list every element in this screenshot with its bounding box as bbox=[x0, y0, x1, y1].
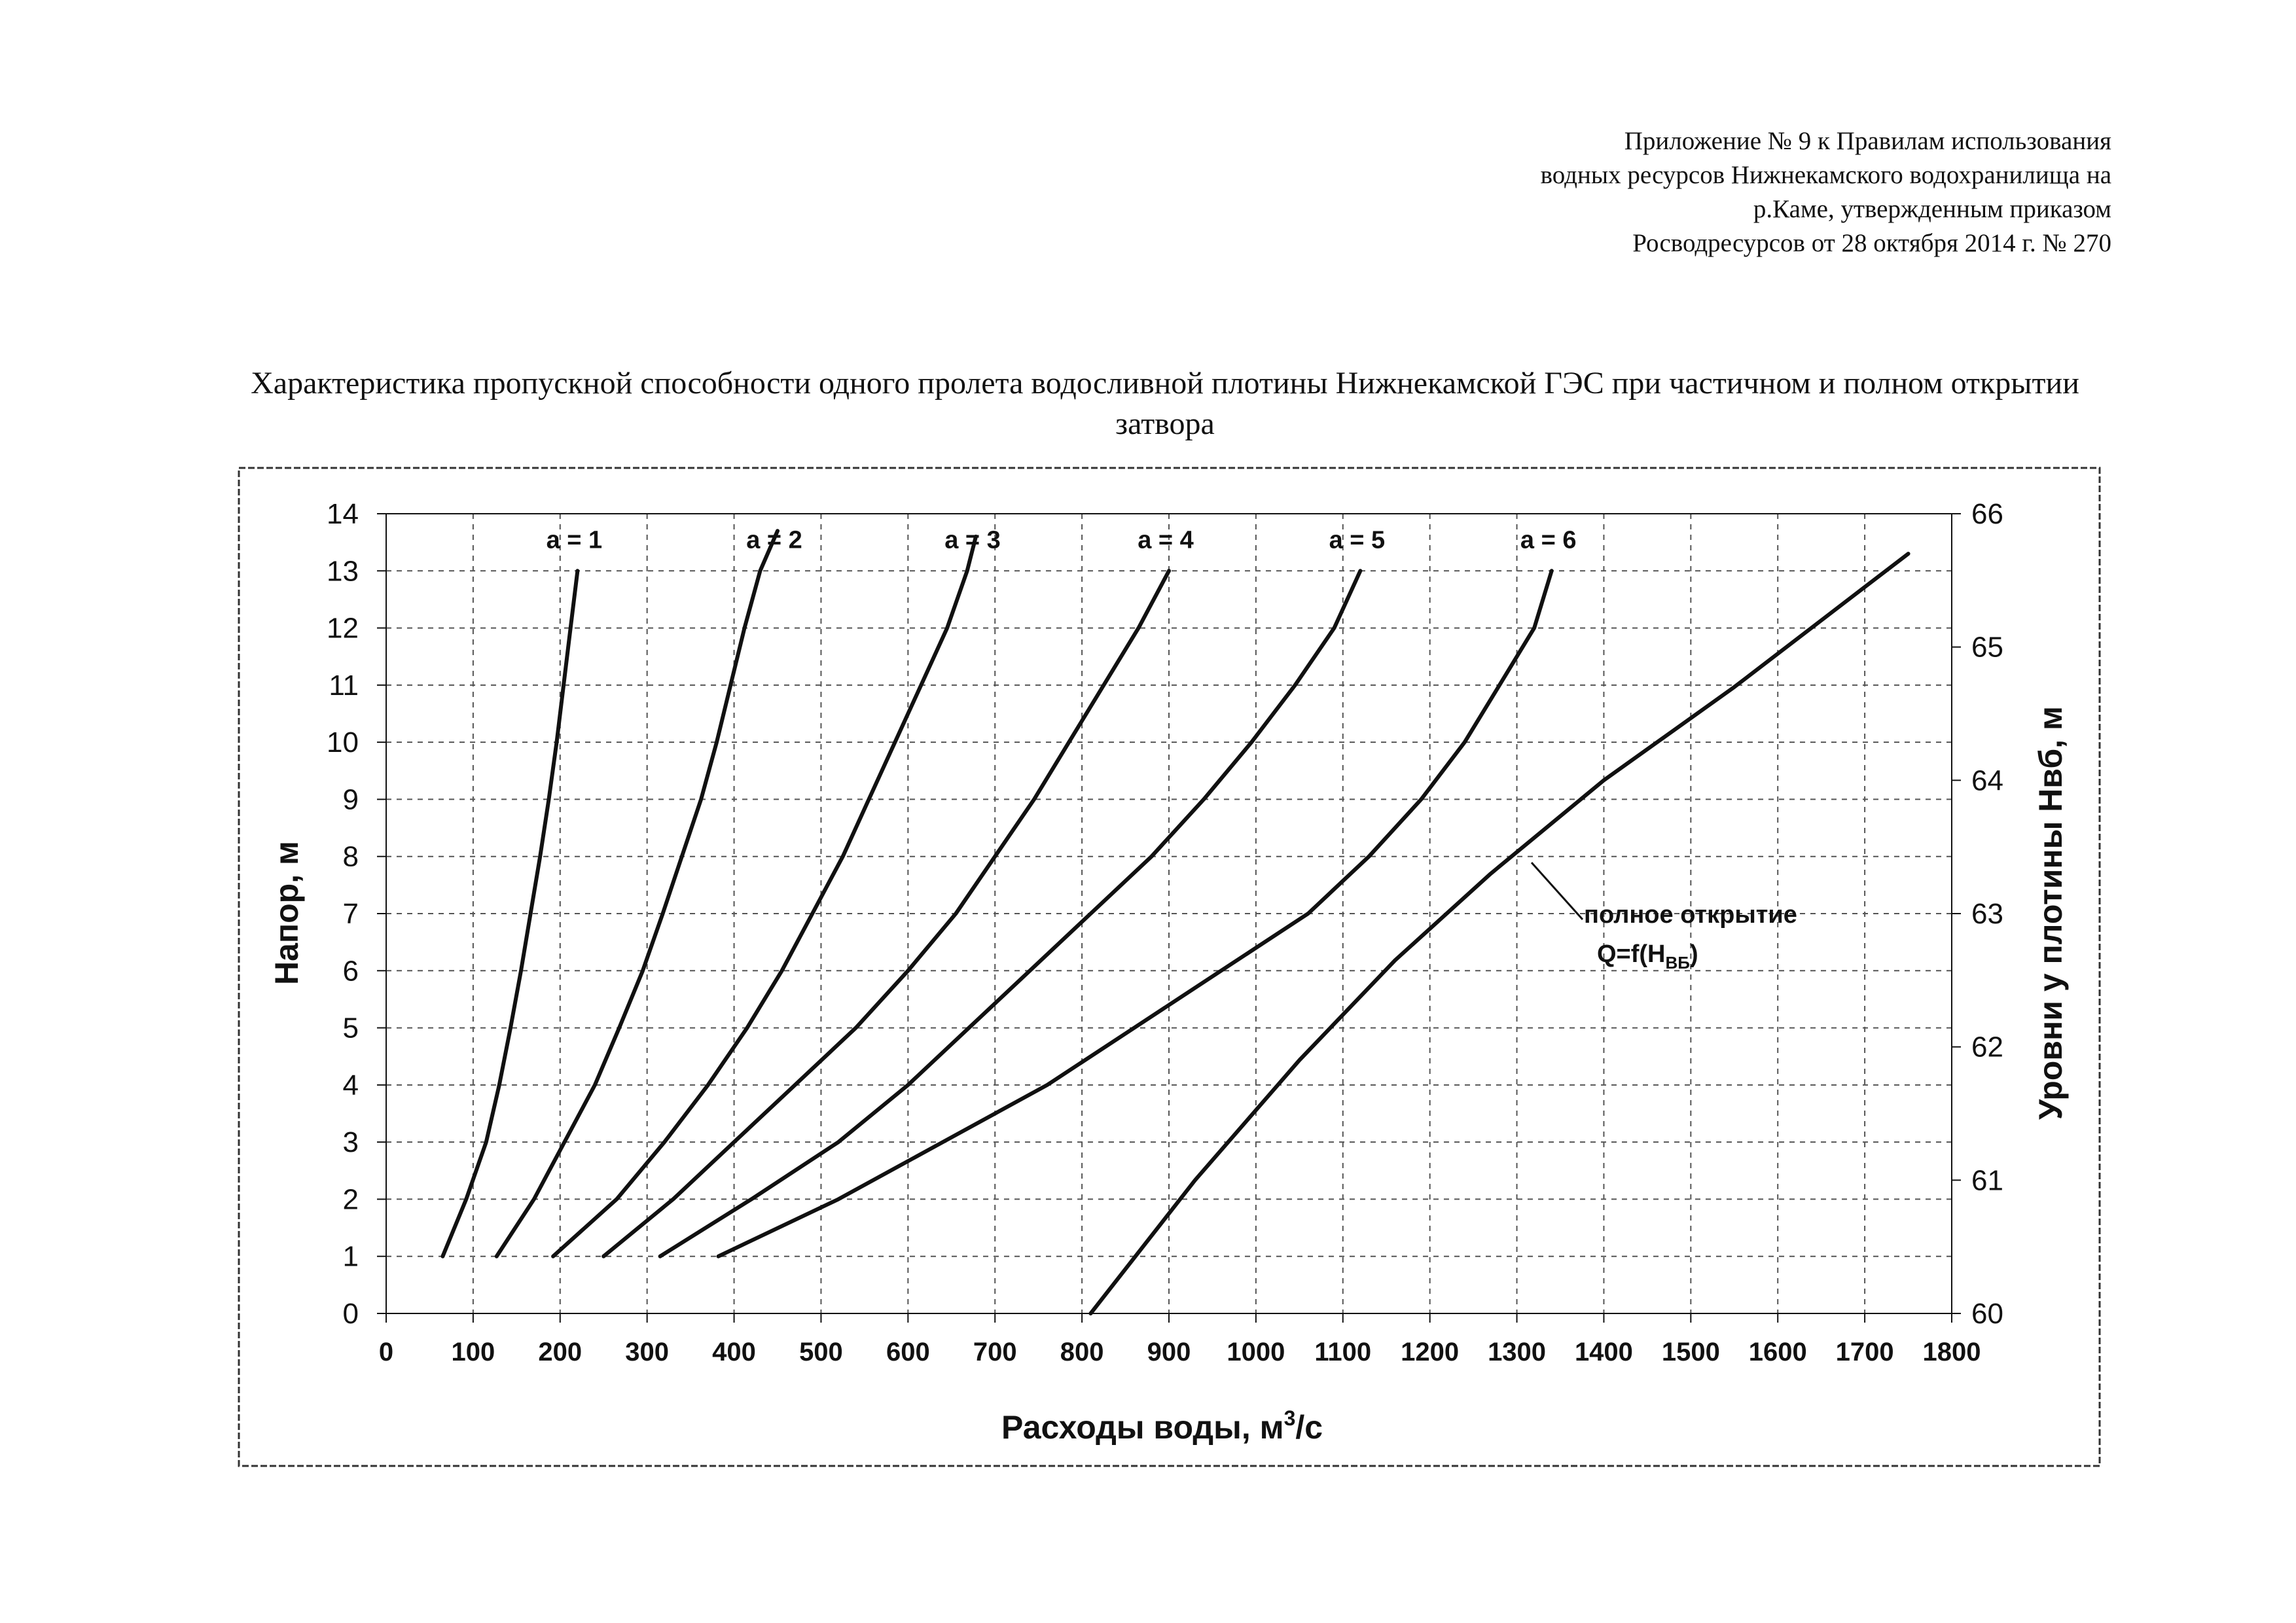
appendix-note-line-3: р.Каме, утвержденным приказом bbox=[1753, 195, 2111, 223]
y-left-tick-label: 2 bbox=[342, 1183, 359, 1216]
y-axis-left-title: Напор, м bbox=[268, 841, 305, 985]
y-left-tick-label: 1 bbox=[342, 1240, 359, 1273]
y-left-tick-label: 7 bbox=[342, 898, 359, 930]
series-label: a = 4 bbox=[1138, 526, 1194, 554]
y-left-tick-label: 5 bbox=[342, 1012, 359, 1044]
y-right-tick-label: 62 bbox=[1971, 1031, 2003, 1063]
x-tick-label: 0 bbox=[378, 1338, 394, 1366]
y-left-tick-label: 11 bbox=[329, 669, 359, 702]
appendix-note-line-4: Росводресурсов от 28 октября 2014 г. № 270 bbox=[1632, 229, 2111, 257]
x-tick-label: 900 bbox=[1147, 1338, 1191, 1366]
y-right-tick-label: 64 bbox=[1971, 764, 2003, 797]
y-left-tick-label: 6 bbox=[342, 955, 359, 988]
y-right-tick-label: 65 bbox=[1971, 631, 2003, 664]
y-left-tick-label: 10 bbox=[327, 726, 359, 759]
y-left-tick-label: 8 bbox=[342, 840, 359, 873]
y-left-tick-label: 0 bbox=[342, 1298, 359, 1330]
x-tick-label: 200 bbox=[538, 1338, 583, 1366]
x-tick-label: 1600 bbox=[1748, 1338, 1807, 1366]
series-label: a = 2 bbox=[746, 526, 802, 554]
annotation-line-2-base: Q=f(H bbox=[1597, 940, 1666, 968]
y-axis-right-title: Уровни у плотины Нвб, м bbox=[2032, 705, 2069, 1120]
series-label: a = 1 bbox=[546, 526, 603, 554]
x-tick-label: 1200 bbox=[1401, 1338, 1460, 1366]
x-axis-title-tail: /с bbox=[1295, 1409, 1323, 1446]
series-label: a = 6 bbox=[1520, 526, 1577, 554]
chart-title: Характеристика пропускной способности одного пролета водосливной плотины Нижнекамской ГЭС при частичном и полном открытии затвора bbox=[251, 366, 2079, 441]
x-tick-label: 1400 bbox=[1574, 1338, 1633, 1366]
y-left-tick-label: 9 bbox=[342, 783, 359, 816]
x-axis-title bbox=[1001, 1406, 1323, 1446]
y-right-tick-label: 63 bbox=[1971, 898, 2003, 930]
x-tick-label: 1000 bbox=[1227, 1338, 1285, 1366]
y-right-tick-label: 66 bbox=[1971, 498, 2003, 530]
annotation-leader bbox=[1532, 863, 1583, 919]
x-axis-title-base: Расходы воды, м bbox=[1001, 1409, 1284, 1446]
x-tick-label: 400 bbox=[712, 1338, 756, 1366]
x-axis-title-sup: 3 bbox=[1283, 1406, 1296, 1430]
annotation-line-1: полное открытие bbox=[1584, 901, 1797, 929]
x-tick-label: 1700 bbox=[1835, 1338, 1894, 1366]
x-tick-label: 500 bbox=[799, 1338, 843, 1366]
series-label: a = 5 bbox=[1329, 526, 1386, 554]
series-line bbox=[497, 531, 778, 1257]
series-label: a = 3 bbox=[944, 526, 1001, 554]
annotation-line-2-tail: ) bbox=[1689, 940, 1698, 968]
x-tick-label: 1300 bbox=[1488, 1338, 1547, 1366]
x-tick-label: 300 bbox=[625, 1338, 670, 1366]
y-left-tick-label: 13 bbox=[327, 555, 359, 588]
x-tick-label: 700 bbox=[973, 1338, 1017, 1366]
y-left-tick-label: 3 bbox=[342, 1126, 359, 1159]
annotation-line-2 bbox=[1597, 940, 1698, 972]
y-right-tick-label: 61 bbox=[1971, 1164, 2003, 1197]
appendix-note-line-1: Приложение № 9 к Правилам использования bbox=[1624, 127, 2111, 155]
appendix-note-line-2: водных ресурсов Нижнекамского водохранилища на bbox=[1540, 161, 2111, 189]
y-left-tick-label: 4 bbox=[342, 1069, 359, 1101]
y-right-tick-label: 60 bbox=[1971, 1298, 2003, 1330]
x-tick-label: 1800 bbox=[1922, 1338, 1981, 1366]
series-line bbox=[553, 537, 976, 1257]
series-line bbox=[603, 571, 1169, 1256]
y-left-tick-label: 14 bbox=[327, 498, 359, 530]
x-tick-label: 100 bbox=[451, 1338, 495, 1366]
x-tick-label: 600 bbox=[886, 1338, 930, 1366]
x-tick-label: 1100 bbox=[1314, 1338, 1372, 1366]
y-left-tick-label: 12 bbox=[327, 612, 359, 645]
x-tick-label: 800 bbox=[1060, 1338, 1104, 1366]
x-tick-label: 1500 bbox=[1661, 1338, 1720, 1366]
annotation-line-2-sub: ВБ bbox=[1665, 953, 1690, 972]
series-labels bbox=[547, 526, 1577, 554]
